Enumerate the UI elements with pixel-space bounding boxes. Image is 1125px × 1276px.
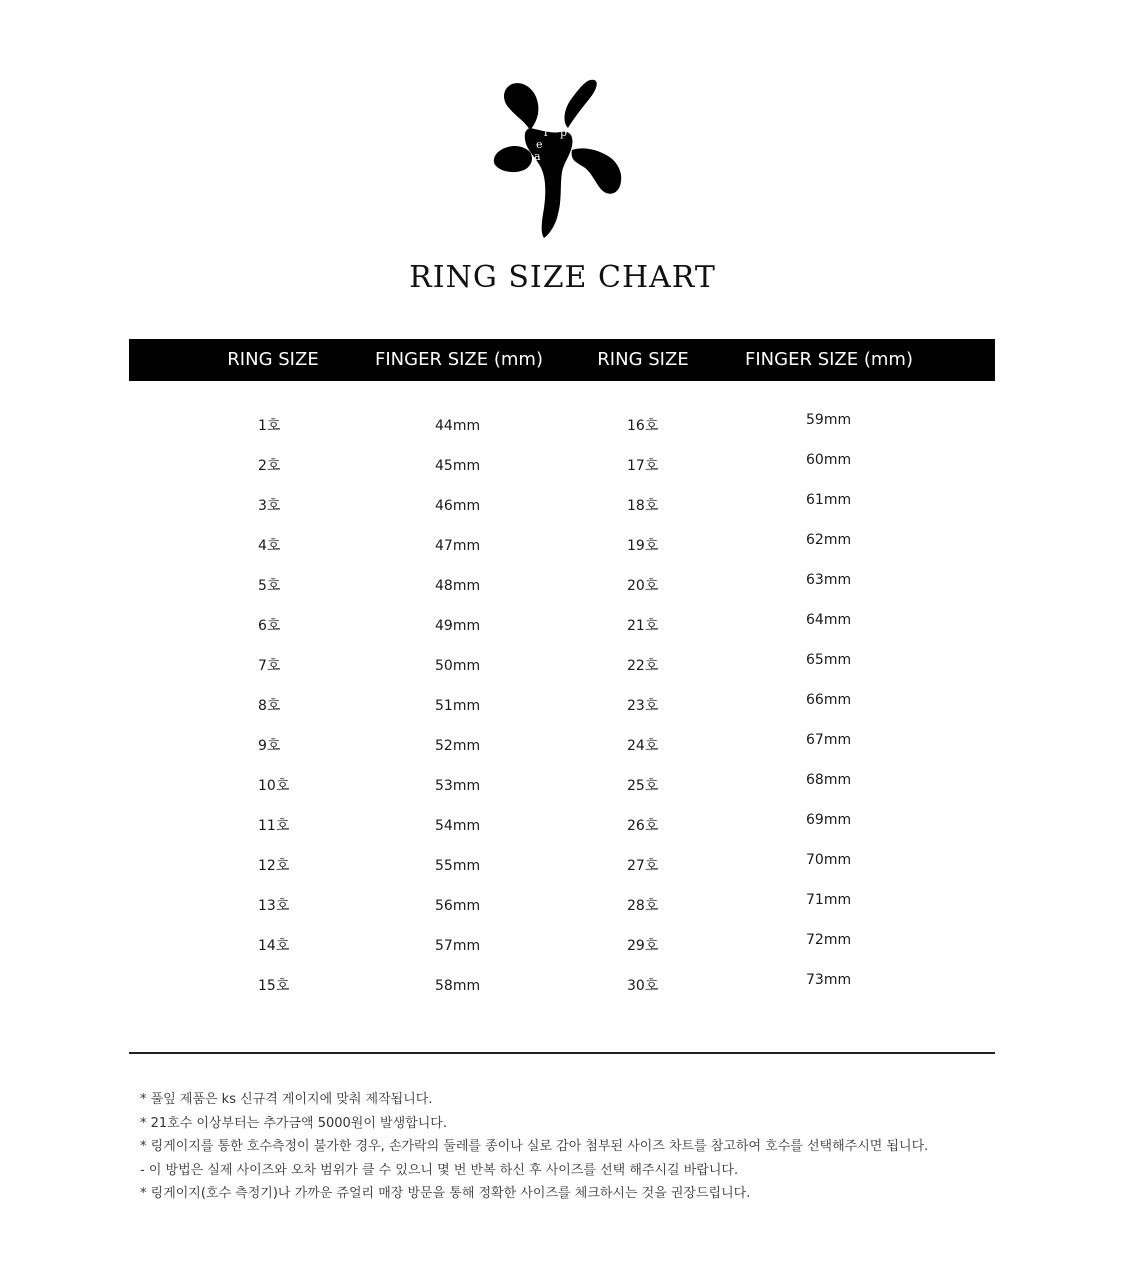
note-measure-method: * 링게이지를 통한 호수측정이 불가한 경우, 손가락의 둘레를 종이나 실로 감아 첨부된 사이즈 차트를 참고하여 호수를 선택해주시면 됩니다. (140, 1139, 929, 1154)
ring-size-cell: 10호 (258, 778, 290, 794)
finger-size-cell: 73mm (806, 972, 852, 988)
ring-size-cell: 24호 (627, 738, 659, 754)
ring-size-cell: 8호 (258, 698, 281, 714)
finger-size-cell: 58mm (435, 978, 481, 994)
finger-size-cell: 66mm (806, 692, 852, 708)
finger-size-cell: 72mm (806, 932, 852, 948)
ring-size-cell: 19호 (627, 538, 659, 554)
ring-size-cell: 22호 (627, 658, 659, 674)
note-recommendation: * 링게이지(호수 측정기)나 가까운 쥬얼리 매장 방문을 통해 정확한 사이즈를 체크하시는 것을 권장드립니다. (140, 1186, 751, 1201)
table-header (129, 339, 995, 381)
ring-size-cell: 15호 (258, 978, 290, 994)
ring-size-cell: 3호 (258, 498, 281, 514)
table-row (0, 646, 1125, 686)
ring-size-cell: 27호 (627, 858, 659, 874)
ring-size-cell: 12호 (258, 858, 290, 874)
ring-size-cell: 14호 (258, 938, 290, 954)
table-row (0, 446, 1125, 486)
notes-section (140, 1088, 1040, 1206)
ring-size-cell: 21호 (627, 618, 659, 634)
finger-size-cell: 61mm (806, 492, 852, 508)
header-finger-size-left: FINGER SIZE (mm) (375, 349, 543, 370)
logo-letter-o2: o (552, 118, 559, 131)
finger-size-cell: 69mm (806, 812, 852, 828)
ring-size-cell: 30호 (627, 978, 659, 994)
table-row (0, 846, 1125, 886)
logo-letter-o1: o (542, 110, 549, 123)
table-row (0, 806, 1125, 846)
note-measure-warning: - 이 방법은 실제 사이즈와 오차 범위가 클 수 있으니 몇 번 반복 하신 후 사이즈를 선택 해주시길 바랍니다. (140, 1162, 739, 1178)
table-row (0, 726, 1125, 766)
brand-logo (490, 74, 630, 240)
ring-size-cell: 11호 (258, 818, 290, 834)
finger-size-cell: 45mm (435, 458, 481, 474)
finger-size-cell: 68mm (806, 772, 852, 788)
ring-size-cell: 4호 (258, 538, 281, 554)
ring-size-cell: 29호 (627, 938, 659, 954)
header-finger-size-right: FINGER SIZE (mm) (745, 349, 913, 370)
header-ring-size-right: RING SIZE (597, 349, 689, 370)
table-row (0, 406, 1125, 446)
finger-size-cell: 62mm (806, 532, 852, 548)
ring-size-cell: 26호 (627, 818, 659, 834)
table-row (0, 966, 1125, 1006)
logo-letter-a: a (534, 150, 541, 163)
finger-size-cell: 54mm (435, 818, 481, 834)
ring-size-cell: 6호 (258, 618, 281, 634)
table-row (0, 526, 1125, 566)
finger-size-cell: 64mm (806, 612, 852, 628)
logo-letter-l: l (544, 126, 548, 139)
ring-size-cell: 25호 (627, 778, 659, 794)
table-row (0, 886, 1125, 926)
finger-size-cell: 47mm (435, 538, 481, 554)
ring-size-cell: 23호 (627, 698, 659, 714)
table-row (0, 566, 1125, 606)
ring-size-cell: 28호 (627, 898, 659, 914)
note-extra-charge: * 21호수 이상부터는 추가금액 5000원이 발생합니다. (140, 1115, 447, 1131)
note-ks-standard: * 풀잎 제품은 ks 신규격 게이지에 맞춰 제작됩니다. (140, 1092, 433, 1107)
finger-size-cell: 67mm (806, 732, 852, 748)
table-row (0, 486, 1125, 526)
finger-size-cell: 65mm (806, 652, 852, 668)
ring-size-cell: 16호 (627, 418, 659, 434)
ring-size-cell: 2호 (258, 458, 281, 474)
finger-size-cell: 56mm (435, 898, 481, 914)
finger-size-cell: 59mm (806, 412, 852, 428)
finger-size-cell: 53mm (435, 778, 481, 794)
page-title: RING SIZE CHART (409, 260, 716, 295)
table-row (0, 766, 1125, 806)
finger-size-cell: 71mm (806, 892, 852, 908)
ring-size-cell: 18호 (627, 498, 659, 514)
finger-size-cell: 52mm (435, 738, 481, 754)
ring-size-cell: 9호 (258, 738, 281, 754)
ring-size-cell: 20호 (627, 578, 659, 594)
finger-size-cell: 70mm (806, 852, 852, 868)
finger-size-cell: 51mm (435, 698, 481, 714)
logo-letter-e: e (536, 138, 543, 151)
ring-size-cell: 17호 (627, 458, 659, 474)
finger-size-cell: 49mm (435, 618, 481, 634)
finger-size-cell: 48mm (435, 578, 481, 594)
finger-size-cell: 44mm (435, 418, 481, 434)
table-row (0, 926, 1125, 966)
table-row (0, 606, 1125, 646)
logo-letter-p: p (560, 126, 568, 139)
finger-size-cell: 60mm (806, 452, 852, 468)
ring-size-cell: 13호 (258, 898, 290, 914)
section-divider (129, 1052, 995, 1054)
table-row (0, 686, 1125, 726)
finger-size-cell: 57mm (435, 938, 481, 954)
ring-size-cell: 5호 (258, 578, 281, 594)
ring-size-cell: 7호 (258, 658, 281, 674)
finger-size-cell: 55mm (435, 858, 481, 874)
finger-size-cell: 46mm (435, 498, 481, 514)
finger-size-cell: 63mm (806, 572, 852, 588)
ring-size-cell: 1호 (258, 418, 281, 434)
finger-size-cell: 50mm (435, 658, 481, 674)
header-ring-size-left: RING SIZE (227, 349, 319, 370)
